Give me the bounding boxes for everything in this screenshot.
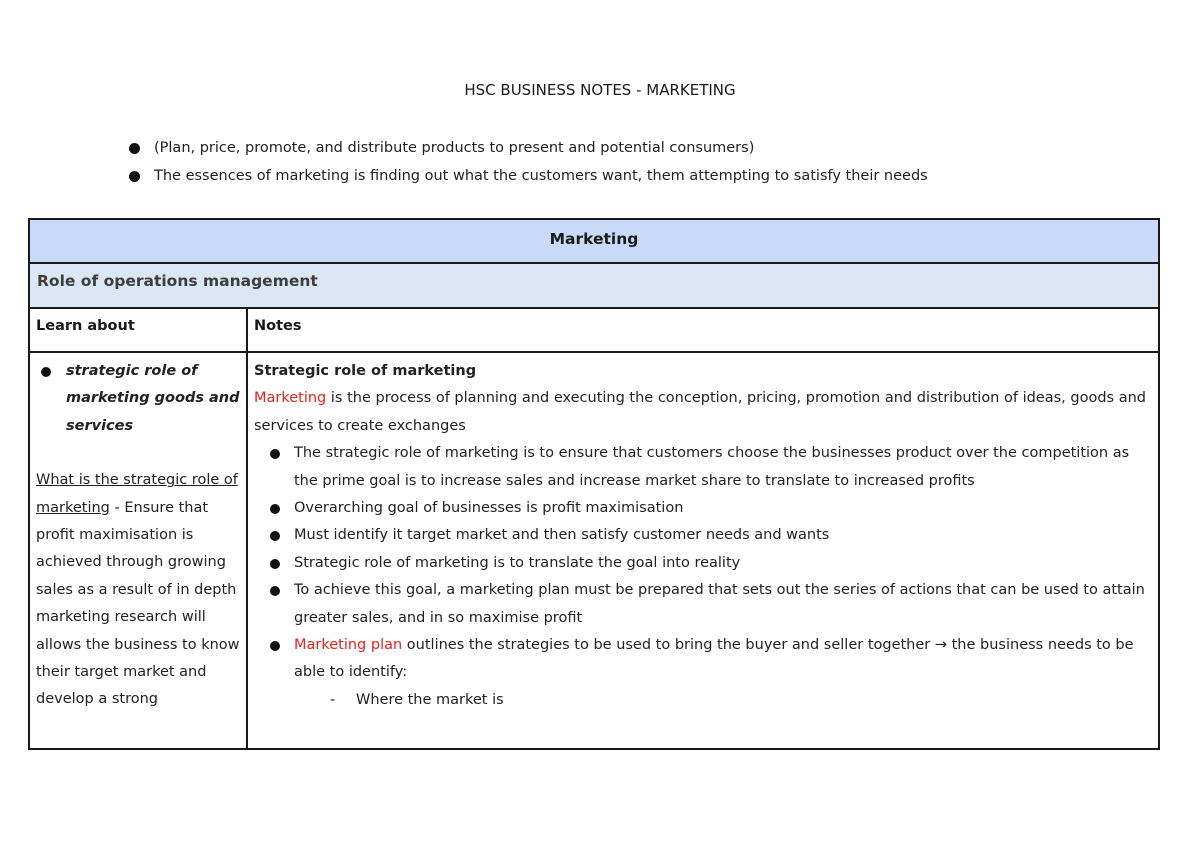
answer-text: - Ensure that profit maximisation is achieved through growing sales as a result of in depth marketing research will allows the business to know their target market and develop a strong: [36, 499, 240, 708]
list-item-text: Strategic role of marketing is to translate the goal into reality: [294, 554, 741, 571]
list-item-text: Must identify it target market and then satisfy customer needs and wants: [294, 527, 830, 544]
column-divider: [246, 309, 248, 750]
list-item: [254, 495, 1154, 522]
intro-bullet-text: (Plan, price, promote, and distribute products to present and potential consumers): [154, 140, 755, 156]
dash-item: [254, 687, 1154, 714]
intro-bullet: [126, 162, 928, 190]
notes-bullet-list: [254, 440, 1154, 687]
marketing-table: [28, 218, 1160, 750]
marketing-plan-term: Marketing plan: [294, 637, 403, 654]
definition-paragraph: [254, 385, 1154, 440]
bullet-icon: [270, 559, 280, 569]
bullet-icon: [129, 143, 140, 154]
marketing-plan-text: outlines the strategies to be used to bring the buyer and seller together → the business needs to be able to identify:: [294, 637, 1134, 681]
definition-term: Marketing: [254, 390, 327, 407]
column-header-row: [30, 309, 1158, 353]
dash-list: [254, 687, 1154, 714]
learn-about-paragraph: [36, 467, 240, 714]
bullet-icon: [270, 504, 280, 514]
dash-item-text: Where the market is: [356, 691, 504, 708]
list-item: [254, 440, 1154, 495]
bullet-icon: [129, 171, 140, 182]
list-item: [254, 550, 1154, 577]
bullet-icon: [270, 586, 280, 596]
list-item-text: The strategic role of marketing is to ensure that customers choose the businesses product over the competition as the prime goal is to increase sales and increase market share to translate to increased profits: [294, 445, 1130, 489]
intro-bullet-list: [126, 134, 928, 190]
bullet-icon: [270, 531, 280, 541]
column-header-learn-about: Learn about: [36, 318, 135, 334]
notes-subheading: Strategic role of marketing: [254, 363, 477, 379]
list-item-text: To achieve this goal, a marketing plan must be prepared that sets out the series of actions that can be used to attain greater sales, and in so maximise profit: [294, 582, 1145, 626]
section-title: Role of operations management: [30, 264, 1158, 309]
bullet-icon: [270, 449, 280, 459]
bullet-icon: [270, 641, 280, 651]
document-title: HSC BUSINESS NOTES - MARKETING: [464, 81, 736, 99]
list-item: [254, 632, 1154, 687]
list-item: [254, 522, 1154, 549]
intro-bullet-text: The essences of marketing is finding out what the customers want, them attempting to satisfy their needs: [154, 168, 928, 184]
topic-text: strategic role of marketing goods and services: [66, 363, 240, 434]
definition-text: is the process of planning and executing the conception, pricing, promotion and distribution of ideas, goods and services to create exchanges: [254, 390, 1146, 434]
list-item: [254, 577, 1154, 632]
question-text: What is the strategic role of marketing: [36, 472, 238, 516]
topic-item: [36, 358, 240, 440]
column-header-notes: Notes: [254, 318, 302, 334]
dash-icon: -: [330, 691, 336, 708]
intro-bullet: [126, 134, 928, 162]
notes-cell: [254, 358, 1154, 714]
bullet-icon: [41, 367, 51, 377]
table-header: Marketing: [30, 220, 1158, 264]
learn-about-cell: [36, 358, 240, 714]
list-item-text: Overarching goal of businesses is profit maximisation: [294, 500, 684, 517]
